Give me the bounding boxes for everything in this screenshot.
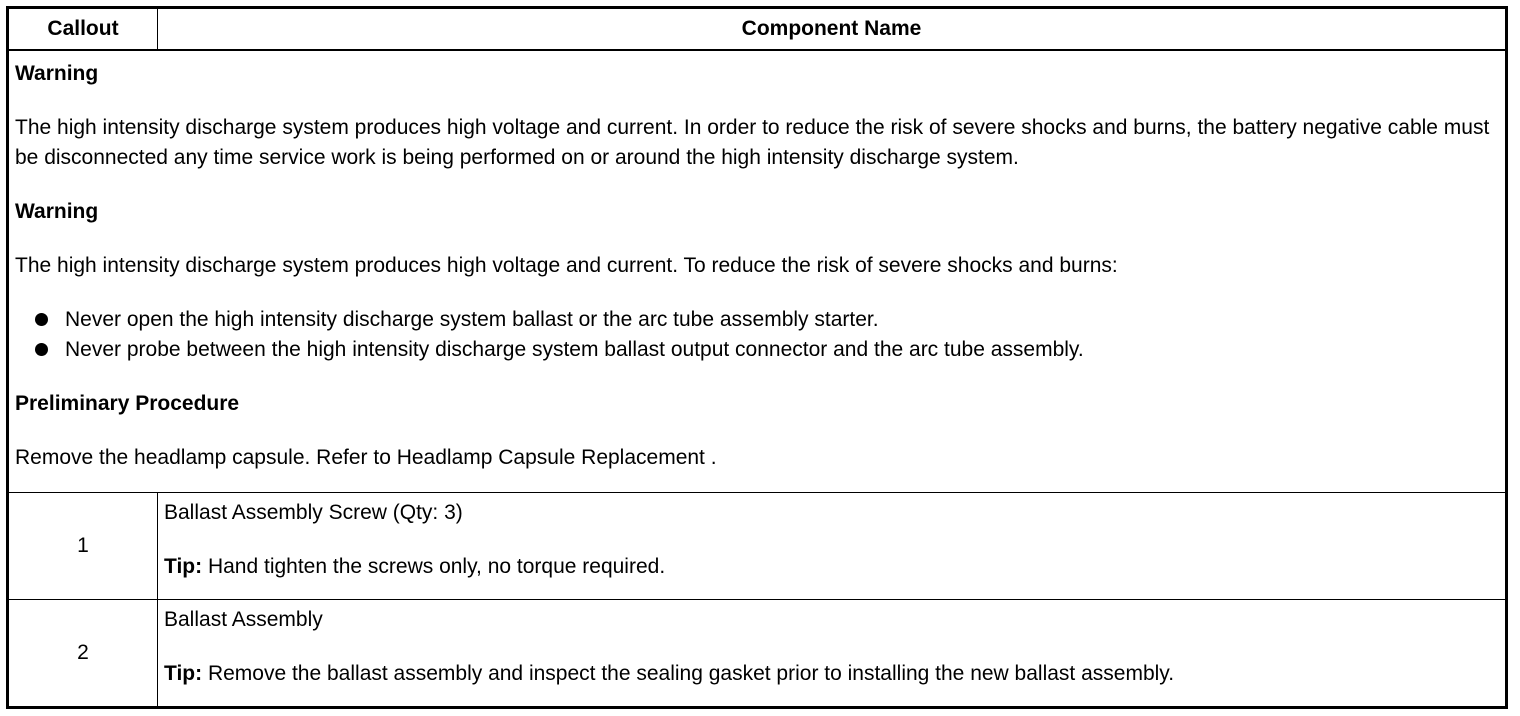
- notice-cell: [8, 50, 1507, 493]
- table-row: [8, 600, 1507, 708]
- list-item: [31, 335, 1499, 365]
- list-item: [31, 305, 1499, 335]
- warning-text: The high intensity discharge system produces high voltage and current. In order to reduce the risk of severe shocks and burns, the battery negative cable must be disconnected any time service work is being performed on or around the high intensity discharge system.: [15, 116, 1490, 169]
- callout-number: 1: [8, 493, 158, 600]
- preliminary-heading: Preliminary Procedure: [15, 392, 240, 415]
- component-table: [6, 6, 1508, 709]
- warning-heading: Warning: [15, 62, 99, 85]
- component-name: Ballast Assembly Screw (Qty: 3): [164, 501, 463, 524]
- table-row: [8, 493, 1507, 600]
- component-cell: [158, 600, 1507, 708]
- bullet-icon: [35, 343, 48, 356]
- bullet-text: Never open the high intensity discharge system ballast or the arc tube assembly starter.: [65, 308, 879, 331]
- header-component-name: Component Name: [158, 8, 1507, 51]
- tip: [164, 660, 1499, 688]
- notice-row: [8, 50, 1507, 493]
- tip-label: Tip:: [164, 555, 203, 578]
- header-callout: Callout: [8, 8, 158, 51]
- callout-number: 2: [8, 600, 158, 708]
- tip-text: Remove the ballast assembly and inspect the sealing gasket prior to installing the new ballast assembly.: [202, 662, 1175, 685]
- component-name: Ballast Assembly: [164, 608, 323, 631]
- warning-text: The high intensity discharge system produces high voltage and current. To reduce the risk of severe shocks and burns:: [15, 254, 1118, 277]
- bullet-text: Never probe between the high intensity discharge system ballast output connector and the arc tube assembly.: [65, 338, 1084, 361]
- tip-text: Hand tighten the screws only, no torque required.: [202, 555, 666, 578]
- tip-label: Tip:: [164, 662, 203, 685]
- tip: [164, 553, 1499, 581]
- preliminary-text: Remove the headlamp capsule. Refer to Headlamp Capsule Replacement .: [15, 446, 717, 469]
- component-cell: [158, 493, 1507, 600]
- warning-heading: Warning: [15, 200, 99, 223]
- table-header-row: [8, 8, 1507, 51]
- bullet-icon: [35, 313, 48, 326]
- warning-bullet-list: [15, 305, 1499, 365]
